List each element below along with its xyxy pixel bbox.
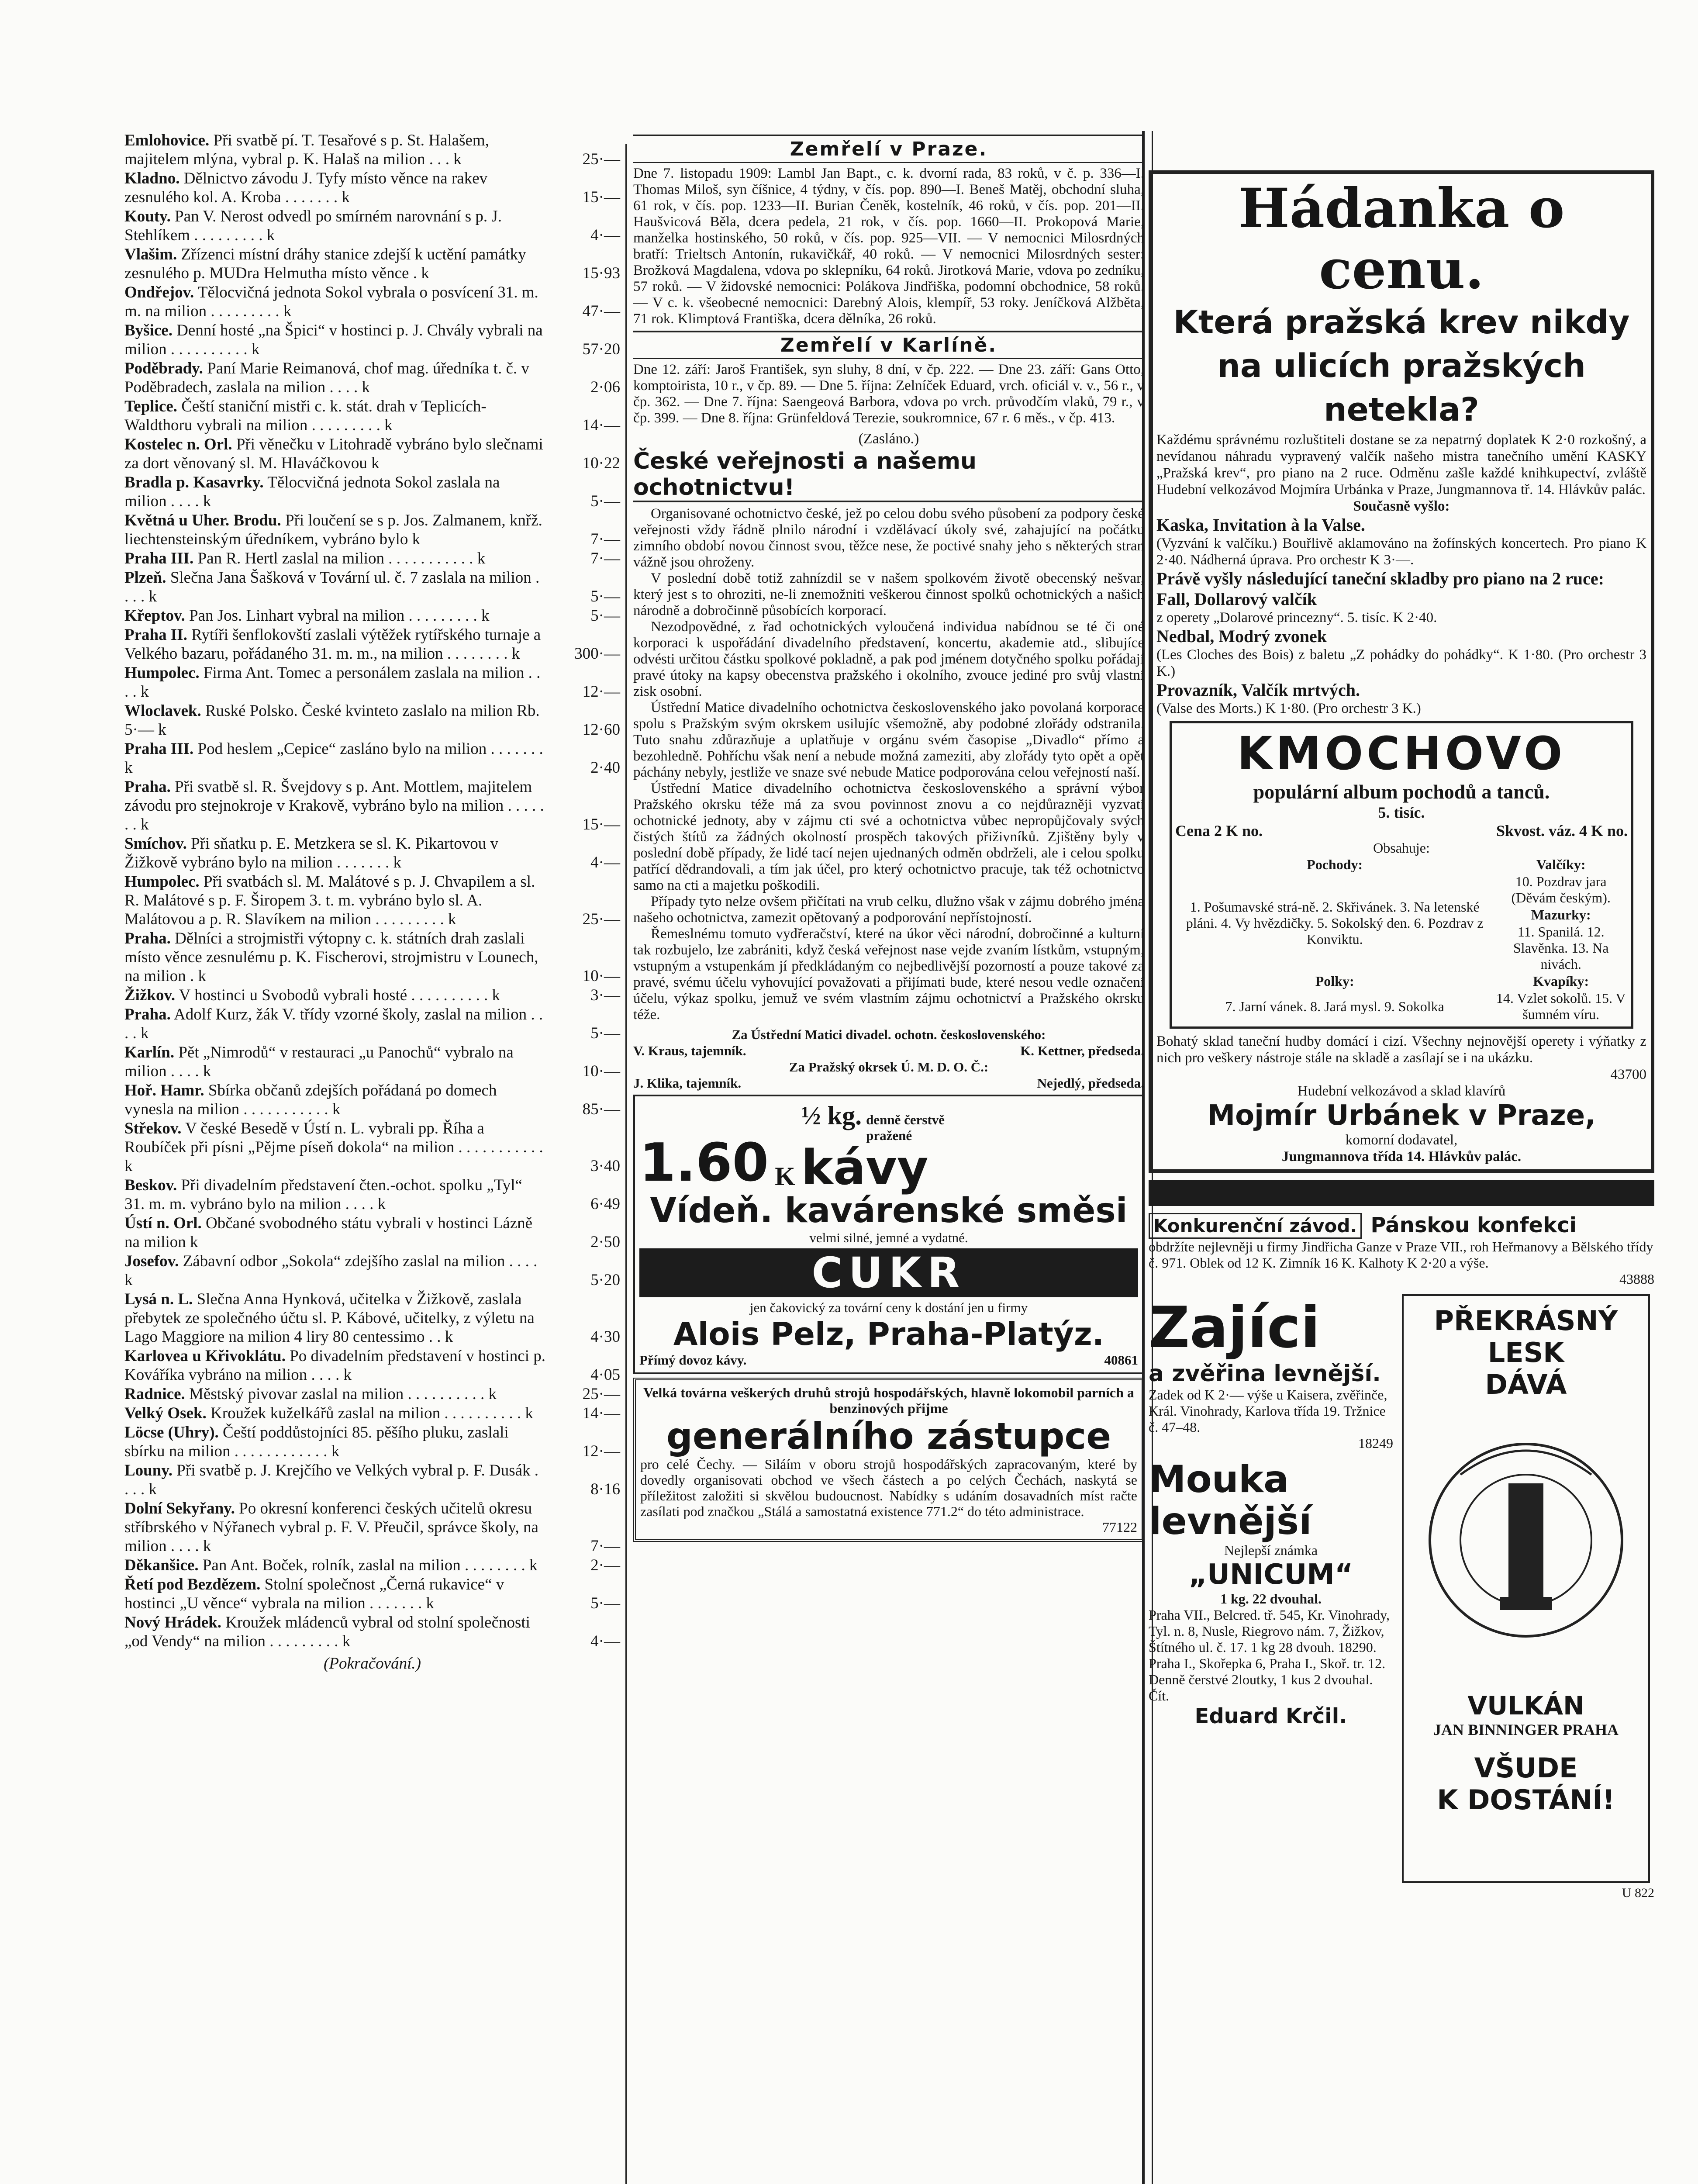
donation-entry	[124, 778, 620, 834]
donation-place: Poděbrady.	[124, 359, 203, 377]
donation-amount: 7·—	[590, 530, 620, 548]
donation-text: Zřízenci místní dráhy stanice zdejší k uctění památky zesnulého p. MUDra Helmutha místo věnce . k	[124, 245, 526, 282]
donation-entry	[124, 1423, 620, 1461]
donation-place: Karlovea u Křivoklátu.	[124, 1347, 286, 1365]
donation-place: Květná u Uher. Brodu.	[124, 511, 281, 529]
vulkan-brand: VULKÁN	[1467, 1691, 1584, 1721]
donation-text: Slečna Jana Šašková v Tovární ul. č. 7 zaslala na milion . . . . k	[124, 569, 540, 605]
donation-entry	[124, 359, 620, 397]
donation-text: Při svatbě p. J. Krejčího ve Velkých vybral p. F. Dusák . . . . k	[124, 1462, 539, 1498]
coffee-firm: Alois Pelz, Praha-Platýz.	[673, 1316, 1104, 1352]
donation-text: Čeští staniční mistři c. k. stát. drah v Teplicích-Waldthoru vybrali na milion . . . . . . . . . k	[124, 397, 487, 434]
konfekce-text: obdržíte nejlevněji u firmy Jindřicha Ganze v Praze VII., roh Heřmanovy a Bělského třídy č. 971. Oblek od 12 K. Zimník 16 K. Kalhoty K 2·20 a výše.	[1149, 1239, 1653, 1271]
donation-text: Po divadelním představení v hostinci p. Kováříka vybráno na milion . . . . k	[124, 1347, 545, 1384]
donation-place: Teplice.	[124, 397, 177, 415]
donation-entry	[124, 1043, 620, 1081]
karlin-deaths-text: Dne 12. září: Jaroš František, syn sluhy, 8 dní, v čp. 222. — Dne 23. září: Gans Otto, komptoirista, 10 r., v čp. 89. — Dne 5. října: Zelníček Eduard, vrch. oficiál v. v., 56 r., v čp. 362. — Dne 7. října: Saengeová Barbora, vdova po vrch. průvodčím vlaků, 79 r., v čp. 399. — Dne 8. října: Grünfeldová Terezie, soukromnice, 67 r. 6 měs., v čp. 413.	[633, 362, 1144, 426]
signature-left-1: V. Kraus, tajemník.	[633, 1043, 746, 1058]
donation-text: Při svatbě sl. R. Švejdovy s p. Ant. Mottlem, majitelem závodu pro stejnokroje v Krakově, vybráno bylo na milion . . . . . . . k	[124, 778, 544, 833]
donation-place: Radnice.	[124, 1385, 185, 1403]
donation-amount: 5·—	[590, 1594, 620, 1612]
ads-column	[1149, 131, 1654, 1901]
donation-place: Karlín.	[124, 1044, 175, 1061]
middle-column	[633, 131, 1144, 1545]
donation-place: Děkanšice.	[124, 1556, 199, 1574]
donation-place: Žižkov.	[124, 986, 176, 1004]
donation-amount: 10·—	[582, 967, 620, 985]
donation-entry	[124, 1347, 620, 1384]
agent-intro: Velká továrna veškerých druhů strojů hospodářských, hlavně lokomobil parních a benzinových přijme	[643, 1385, 1134, 1416]
donation-place: Josefov.	[124, 1252, 179, 1270]
music-item-name: Právě vyšly následující taneční skladby pro piano na 2 ruce:	[1156, 569, 1604, 588]
donation-amount: 300·—	[574, 645, 620, 663]
coffee-code: 40861	[1104, 1352, 1138, 1368]
donation-place: Vlašim.	[124, 245, 177, 263]
donation-text: Adolf Kurz, žák V. třídy vzorné školy, zaslal na milion . . . . k	[124, 1006, 543, 1042]
donation-amount: 6·49	[590, 1195, 620, 1213]
coffee-note: jen čakovický za tovární ceny k dostání jen u firmy	[749, 1300, 1028, 1315]
vulkan-head-1: PŘEKRÁSNÝ	[1434, 1305, 1618, 1337]
donation-place: Plzeň.	[124, 569, 166, 587]
article-paragraph: Organisované ochotnictvo české, jež po celou dobu svého působení za podpory české veřejnosti vždy řádně plnilo národní i vzdělávací úkoly své, zahajující na počátku zimního období novou činnost svou, těžce nese, že poctivé snahy jeho s některých stran vážně jsou ohroženy.	[633, 506, 1144, 570]
donation-amount: 2·06	[590, 378, 620, 396]
kmochovo-polky: Polky:	[1315, 973, 1354, 989]
donation-text: Tělocvičná jednota Sokol vybrala o posvícení 31. m. m. na milion . . . . . . . . . k	[124, 283, 538, 320]
coffee-tagline: velmi silné, jemné a vydatné.	[809, 1230, 968, 1245]
agent-advertisement	[633, 1378, 1144, 1542]
donation-entry	[124, 1290, 620, 1346]
donation-amount: 25·—	[582, 910, 620, 928]
donation-text: Při loučení se s p. Jos. Zalmanem, knřž. liechtensteinským úředníkem, vybráno bylo k	[124, 511, 542, 548]
donation-amount: 4·—	[590, 226, 620, 244]
signature-left-2: J. Klika, tajemník.	[633, 1075, 742, 1091]
kmochovo-title: KMOCHOVO	[1237, 727, 1566, 780]
vulkan-head-2: LESK	[1487, 1337, 1564, 1368]
donation-amount: 12·60	[582, 721, 620, 739]
donation-amount: 5·—	[590, 607, 620, 625]
vulkan-footer-2: K DOSTÁNÍ!	[1437, 1784, 1615, 1816]
kmochovo-contents: Obsahuje:	[1373, 840, 1430, 856]
vulkan-logo-icon	[1421, 1409, 1631, 1680]
agent-headline: generálního zástupce	[666, 1415, 1111, 1458]
donation-amount: 2·50	[590, 1233, 620, 1251]
donation-amount: 4·—	[590, 1632, 620, 1650]
donation-amount: 14·—	[582, 416, 620, 434]
zajici-title: Zajíci	[1149, 1294, 1320, 1361]
donation-place: Lysá n. L.	[124, 1290, 193, 1308]
donation-entry	[124, 435, 620, 473]
donation-place: Řetí pod Bezdězem.	[124, 1576, 261, 1593]
vulkan-footer-1: VŠUDE	[1474, 1752, 1578, 1784]
coffee-price: 1.60	[639, 1133, 769, 1193]
donation-amount: 12·—	[582, 683, 620, 701]
mouka-title: Mouka levnější	[1149, 1458, 1312, 1543]
donation-text: Denní hosté „na Špici“ v hostinci p. J. Chvály vybrali na milion . . . . . . . . . . k	[124, 321, 543, 358]
vulkan-head-3: DÁVÁ	[1485, 1368, 1567, 1400]
kmochovo-row1-right: 10. Pozdrav jara (Děvám českým).	[1511, 874, 1611, 905]
kmochovo-price-right: Skvost. váz. 4 K no.	[1496, 822, 1628, 840]
donation-text: Při věnečku v Litohradě vybráno bylo slečnami za dort věnovaný sl. M. Hlaváčkovou k	[124, 435, 543, 472]
donation-text: Při svatbě pí. T. Tesařové s p. St. Halašem, majitelem mlýna, vybral p. K. Halaš na milion . . . k	[124, 131, 489, 168]
donation-entry	[124, 606, 620, 625]
music-item-desc: (Valse des Morts.) K 1·80. (Pro orchestr 3 K.)	[1156, 701, 1421, 716]
donation-text: Po okresní konferenci českých učitelů okresu stříbrského v Nýřanech vybral p. F. V. Přeučil, správce školy, na milion . . . . k	[124, 1500, 538, 1555]
donation-text: Zábavní odbor „Sokola“ zdejšího zaslal na milion . . . . k	[124, 1252, 538, 1289]
kmochovo-table	[1175, 856, 1628, 1023]
signature-org-2: Za Pražský okrsek Ú. M. D. O. Č.:	[789, 1059, 989, 1075]
donation-entry	[124, 1499, 620, 1555]
donation-entry	[124, 1461, 620, 1499]
donation-text: Dělníci a strojmistři výtopny c. k. státních drah zaslali místo věnce zesnulému p. K. Fischerovi, strojmistru v Lounech, na milion . k	[124, 930, 538, 985]
donation-entry	[124, 929, 620, 985]
kmochovo-valciky: Valčíky:	[1536, 857, 1586, 872]
donation-place: Křeptov.	[124, 607, 185, 625]
music-item-name: Provazník, Valčík mrtvých.	[1156, 680, 1360, 700]
donation-text: Ruské Polsko. České kvinteto zaslalo na milion Rb. 5·— k	[124, 702, 540, 739]
donation-place: Wloclavek.	[124, 702, 201, 720]
donation-entry	[124, 1385, 620, 1403]
donation-amount: 3·—	[590, 986, 620, 1004]
donation-place: Praha III.	[124, 549, 194, 567]
donation-text: Sbírka občanů zdejších pořádaná po domech vynesla na milion . . . . . . . . . . . k	[124, 1082, 497, 1118]
donation-amount: 5·20	[590, 1271, 620, 1289]
donation-amount: 15·—	[582, 188, 620, 206]
music-store-label: Hudební velkozávod a sklad klavírů	[1297, 1083, 1506, 1099]
konfekce-code: 43888	[1619, 1271, 1654, 1287]
donation-place: Praha III.	[124, 740, 194, 758]
donation-text: Rytíři šenflokovští zaslali výtěžek rytířského turnaje a Velkého bazaru, pořádaného 31. m. m., na milion . . . . . . . . k	[124, 626, 541, 663]
music-item	[1156, 680, 1646, 717]
article-signatures	[633, 1026, 1144, 1091]
kmochovo-album	[1170, 721, 1633, 1029]
music-store-name: Mojmír Urbánek v Praze,	[1207, 1099, 1596, 1132]
kmochovo-subtitle: populární album pochodů a tanců.	[1253, 781, 1550, 803]
vulkan-maker: JAN BINNINGER PRAHA	[1433, 1721, 1619, 1738]
donation-amount: 5·—	[590, 587, 620, 605]
donation-amount: 15·93	[582, 264, 620, 282]
donation-entry	[124, 1575, 620, 1613]
kmochovo-price-left: Cena 2 K no.	[1175, 822, 1263, 840]
music-items	[1156, 515, 1646, 717]
donation-place: Praha.	[124, 778, 171, 796]
donation-amount: 8·16	[590, 1480, 620, 1498]
music-address: Jungmannova třída 14. Hlávkův palác.	[1281, 1149, 1522, 1165]
donation-place: Praha II.	[124, 626, 187, 644]
donation-entry	[124, 283, 620, 321]
coffee-mix: Vídeň. kavárenské směsi	[650, 1191, 1128, 1230]
donation-place: Emlohovice.	[124, 131, 210, 149]
donation-place: Löcse (Uhry).	[124, 1424, 219, 1441]
kmochovo-pochody: Pochody:	[1307, 857, 1363, 872]
donation-entry	[124, 1404, 620, 1423]
donation-place: Kostelec n. Orl.	[124, 435, 232, 453]
donation-text: Stolní společnost „Černá rukavice“ v hostinci „U věnce“ vybrala na milion . . . . . . . k	[124, 1576, 504, 1612]
continued-note: (Pokračování.)	[324, 1655, 421, 1673]
donation-amount: 4·—	[590, 854, 620, 871]
music-item-desc: (Vyzvání k valčíku.) Bouřlivě aklamováno na žofínských koncertech. Pro piano K 2·40. Nádherná úprava. Pro orchestr K 3·—.	[1156, 536, 1646, 568]
donation-entry	[124, 207, 620, 245]
zaslano-label: (Zasláno.)	[858, 431, 919, 447]
donation-place: Humpolec.	[124, 664, 200, 682]
donation-entry	[124, 1556, 620, 1575]
mouka-owner: Eduard Krčil.	[1194, 1704, 1347, 1728]
donation-amount: 3·40	[590, 1157, 620, 1175]
riddle-body: Každému správnému rozluštiteli dostane se za nepatrný doplatek K 2·0 rozkošný, a nevídanou náhradu vypravený valčík našeho mistra tanečního umění KASKY „Pražská krev“, pro piano na 2 ruce. Odměnu zašle každé knihkupectví, zvláště Hudební velkozávod Mojmíra Urbánka v Praze, Jungmannova tř. 14. Hlávkův palác.	[1156, 432, 1646, 498]
donation-text: Slečna Anna Hynková, učitelka v Žižkově, zaslala přebytek ze společného účtu sl. P. Kábové, učitelky, z výletu na Lago Maggiore na milion 4 liry 80 centessimo . . k	[124, 1290, 535, 1346]
donation-entry	[124, 702, 620, 739]
donation-place: Bradla p. Kasavrky.	[124, 473, 264, 491]
donation-place: Beskov.	[124, 1176, 177, 1194]
music-stock-code: 43700	[1610, 1067, 1646, 1082]
donation-entry	[124, 473, 620, 511]
konfekce-label: Konkurenční závod.	[1149, 1213, 1362, 1239]
divider-bar	[1149, 1180, 1654, 1206]
donation-amount: 47·—	[582, 302, 620, 320]
prague-deaths-text: Dne 7. listopadu 1909: Lambl Jan Bapt., c. k. dvorní rada, 83 roků, v č. p. 336—I. Thomas Miloš, syn číšnice, 4 týdny, v čís. pop. 890—I. Beneš Matěj, obchodní sluha, 61 rok, v čís. pop. 1233—II. Burian Čeněk, kostelník, 46 roků, v čís. pop. 201—II. Haušvicová Běla, dcera pedela, 21 rok, v čís. pop. 1660—II. Prokopová Marie, manželka hostinského, 50 roků, v čís. pop. 925—VII. — V nemocnici Milosrdných bratří: Trieltsch Antonín, rukavičkář, 40 roků. — V nemocnici Milosrdných sester: Brožková Magdalena, vdova po sklepníku, 64 roků. Jirotková Marie, vdova po zedníku, 57 roků. — V židovské nemocnici: Polákova Jindřiška, podomní obchodnice, 58 roků. — V c. k. všeobecné nemocnici: Darebný Alois, klempíř, 53 roky. Jeníčková Alžběta, 71 rok. Klimptová Františka, dcera dělníka, 26 roků.	[633, 166, 1144, 327]
donation-text: Tělocvičná jednota Sokol zaslala na milion . . . . k	[124, 473, 500, 510]
donation-place: Kladno.	[124, 169, 180, 187]
donation-text: Pan Ant. Boček, rolník, zaslal na milion . . . . . . . . k	[202, 1556, 538, 1574]
konfekce-advertisement	[1149, 1213, 1654, 1287]
kmochovo-edition: 5. tisíc.	[1378, 804, 1425, 821]
music-item	[1156, 589, 1646, 626]
zajici-advertisement	[1149, 1294, 1393, 1451]
riddle-advertisement	[1149, 170, 1654, 1173]
zajici-code: 18249	[1358, 1435, 1393, 1451]
donation-place: Hoř. Hamr.	[124, 1082, 204, 1099]
donations-column	[124, 131, 620, 1673]
music-item-desc: z operety „Dolarové princezny“. 5. tisíc. K 2·40.	[1156, 610, 1437, 625]
coffee-fresh: denně čerstvě pražené	[866, 1112, 945, 1143]
donation-place: Dolní Sekyřany.	[124, 1500, 235, 1517]
donation-amount: 7·—	[590, 549, 620, 567]
kmochovo-kvapiky: Kvapíky:	[1533, 973, 1589, 989]
donation-place: Louny.	[124, 1462, 173, 1479]
donation-entry	[124, 321, 620, 359]
music-item	[1156, 568, 1646, 589]
donation-amount: 25·—	[582, 1385, 620, 1403]
donation-text: Paní Marie Reimanová, chof mag. úředníka t. č. v Poděbradech, zaslala na milion . . . . k	[124, 359, 529, 396]
donation-entry	[124, 663, 620, 701]
donation-entry	[124, 1119, 620, 1175]
donation-entry	[124, 1214, 620, 1251]
donation-place: Velký Osek.	[124, 1404, 207, 1422]
coffee-kava: kávy	[801, 1140, 928, 1196]
donation-entry	[124, 568, 620, 606]
mouka-advertisement	[1149, 1458, 1393, 1728]
donation-amount: 12·—	[582, 1442, 620, 1460]
donation-text: Pod heslem „Cepice“ zasláno bylo na milion . . . . . . . k	[124, 740, 543, 777]
donation-place: Praha.	[124, 930, 171, 947]
donation-text: Při sňatku p. E. Metzkera se sl. K. Pikartovou v Žižkově vybráno bylo na milion . . . . . . . k	[124, 835, 499, 871]
agent-code: 77122	[1102, 1519, 1137, 1535]
donation-entry	[124, 245, 620, 283]
article-title: České veřejnosti a našemu ochotnictvu!	[633, 448, 1144, 502]
agent-body: pro celé Čechy. — Siláím v oboru strojů hospodářských zapracovaným, které by dovedly organisovati obchod ve všech částech a po celých Čechách, naskytá se příležitost založiti si skvělou budoucnost. Nabídky s udáním dosavadních míst račte zasílati pod značkou „Stálá a samostatná existence 771.2“ do této administrace.	[640, 1456, 1137, 1519]
signature-right-1: K. Kettner, předseda.	[1020, 1043, 1144, 1058]
donation-text: Při divadelním představení čten.-ochot. spolku „Tyl“ 31. m. m. vybráno bylo na milion . . . . k	[124, 1176, 522, 1213]
kmochovo-row2-right: 11. Spanilá. 12. Slavěnka. 13. Na nivách.	[1513, 924, 1609, 972]
article-paragraph: Ústřední Matice divadelního ochotnictva československého a správní výbor Pražského okrsku téže má za svou povinnost znovu a co nejdůrazněji vyzvati ochotnické jednoty, aby v zájmu cti své a ochotnictva vůbec nepropůjčovaly svých čistých štítů za žádných okolností prospěch takových přiživníků. Zjištěny byly v poslední době případy, že lidé tací nejen ujednaných odměn obdrželi, ale i celou spolku patřící dědrandovali, a tím jak účel, pro který ochotnictvo pracuje, tak též ochotnictvo samo na cti a majetku poškodili.	[633, 781, 1144, 893]
donation-place: Humpolec.	[124, 873, 200, 891]
donation-entry	[124, 1176, 620, 1213]
zajici-subtitle: a zvěřina levnější.	[1149, 1361, 1381, 1387]
prague-deaths-title: Zemřelí v Praze.	[633, 135, 1144, 163]
signature-right-2: Nejedlý, předseda.	[1037, 1075, 1144, 1091]
donation-place: Nový Hrádek.	[124, 1614, 221, 1631]
music-item	[1156, 626, 1646, 680]
column-divider	[625, 144, 627, 2184]
donation-text: Občané svobodného státu vybrali v hostinci Lázně na milion k	[124, 1214, 533, 1251]
donation-amount: 2·40	[590, 759, 620, 777]
donation-amount: 7·—	[590, 1537, 620, 1555]
music-item-name: Fall, Dollarový valčík	[1156, 589, 1317, 609]
donation-text: Firma Ant. Tomec a personálem zaslala na milion . . . . k	[124, 664, 541, 701]
donation-entry	[124, 1613, 620, 1651]
donation-entry	[124, 625, 620, 663]
donation-amount: 4·30	[590, 1328, 620, 1346]
donation-entry	[124, 740, 620, 777]
donation-amount: 15·—	[582, 816, 620, 833]
music-supplier: komorní dodavatel,	[1345, 1132, 1458, 1148]
donation-entry	[124, 397, 620, 435]
coffee-advertisement	[633, 1095, 1144, 1374]
kmochovo-row3-left: 7. Jarní vánek. 8. Jará mysl. 9. Sokolka	[1225, 998, 1444, 1014]
konfekce-title: Pánskou konfekci	[1370, 1213, 1577, 1237]
donation-entry	[124, 1252, 620, 1289]
donation-amount: 10·22	[582, 454, 620, 472]
article-paragraph: Nezodpovědné, z řad ochotnických vyloučená individua nabídnou se té či oné korporaci k uspořádání divadelního představení, koncertu, akademie atd., slibujíce odvésti určitou částku spolkové pokladně, a pak pod jménem dotyčného spolku pořádají pravé útoky na kapsy obecenstva pražského i okolního, zvouce jediné pro svůj vlastní zisk osobní.	[633, 619, 1144, 699]
donation-text: Pan V. Nerost odvedl po smírném narovnání s p. J. Stehlíkem . . . . . . . . . k	[124, 207, 502, 244]
donation-amount: 4·05	[590, 1366, 620, 1384]
donation-text: Při svatbách sl. M. Malátové s p. J. Chvapilem a sl. R. Malátové s p. F. Širopem 3. t. m. vybráno bylo sl. A. Malátovou a p. R. Slavíkem na milion . . . . . . . . . k	[124, 873, 535, 928]
kmochovo-mazurky: Mazurky:	[1531, 907, 1591, 923]
mouka-brand-label: Nejlepší známka	[1224, 1542, 1318, 1558]
donation-text: V české Besedě v Ústí n. L. vybrali pp. Říha a Roubíček při písni „Pějme píseň dokola“ na milion . . . . . . . . . . . k	[124, 1120, 543, 1175]
music-item-name: Kaska, Invitation à la Valse.	[1156, 515, 1365, 535]
donation-entry	[124, 872, 620, 929]
donation-place: Ústí n. Orl.	[124, 1214, 202, 1232]
coffee-footer: Přímý dovoz kávy.	[639, 1352, 747, 1368]
donation-place: Ondřejov.	[124, 283, 194, 301]
donation-place: Smíchov.	[124, 835, 187, 853]
donation-entry	[124, 549, 620, 568]
donation-place: Praha.	[124, 1006, 171, 1023]
article-paragraph: Řemeslnému tomuto vydřeračství, které na úkor věci národní, dobročinné a kulturní tak rozbujelo, lze zabrániti, když česká veřejnost nase vejde zvaním lístkům, vstupným, vstupným a vstupenkám jí předkládaným co nejbedlivější pozorností a pouze takové za pravé, svému účelu vyhovující považovati a přijímati bude, které nesou vedle označení účelu, výkaz spolku, jemuž ve svém vlastním zájmu ochotnictví a Pražského okrsku téže.	[633, 926, 1144, 1023]
donation-amount: 10·—	[582, 1062, 620, 1080]
donation-text: Pan R. Hertl zaslal na milion . . . . . . . . . . . k	[197, 549, 486, 567]
mouka-code: U 822	[1622, 1886, 1654, 1900]
donation-amount: 25·—	[582, 150, 620, 168]
donation-amount: 5·—	[590, 1024, 620, 1042]
donation-entry	[124, 986, 620, 1005]
donation-entry	[124, 169, 620, 207]
donation-place: Kouty.	[124, 207, 171, 225]
donation-amount: 14·—	[582, 1404, 620, 1422]
donation-text: Dělnictvo závodu J. Tyfy místo věnce na rakev zesnulého kol. A. Kroba . . . . . . . k	[124, 169, 488, 206]
vulkan-advertisement	[1402, 1294, 1650, 1883]
donation-entry	[124, 131, 620, 169]
donation-place: Byšice.	[124, 321, 173, 339]
kmochovo-row1-left: 1. Pošumavské strá-ně. 2. Skřivánek. 3. Na letenské pláni. 4. Vy hvězdičky. 5. Sokolský den. 6. Pozdrav z Konviktu.	[1186, 898, 1484, 947]
mouka-body: Praha VII., Belcred. tř. 545, Kr. Vinohrady, Tyl. n. 8, Nusle, Riegrovo nám. 7, Žižkov, Štítného ul. č. 17. 1 kg 28 dvouh. 18290. Praha I., Skořepka 6, Praha I., Skoř. tr. 12. Denně čerstvé 2loutky, 1 kus 2 dvouhal. Čít.	[1149, 1607, 1390, 1704]
article-paragraph: Případy tyto nelze ovšem přičítati na vrub celku, dlužno však v zájmu dobrého jména našeho ochotnictva, zamezit opětovaný a podporování nepřístojností.	[633, 894, 1144, 926]
donation-text: Čeští poddůstojníci 85. pěšího pluku, zaslali sbírku na milion . . . . . . . . . . . . k	[124, 1424, 509, 1460]
mouka-price: 1 kg. 22 dvouhal.	[1220, 1591, 1322, 1607]
donation-place: Střekov.	[124, 1120, 182, 1137]
coffee-weight: ½ kg.	[801, 1101, 862, 1130]
riddle-also: Současně vyšlo:	[1353, 498, 1450, 514]
music-item	[1156, 515, 1646, 568]
donation-text: Městský pivovar zaslal na milion . . . . . . . . . . k	[189, 1385, 497, 1403]
donation-amount: 85·—	[582, 1100, 620, 1118]
donation-amount: 5·—	[590, 492, 620, 510]
karlin-deaths-title: Zemřelí v Karlíně.	[633, 331, 1144, 359]
signature-org-1: Za Ústřední Matici divadel. ochotn. československého:	[732, 1027, 1046, 1042]
donation-entry	[124, 834, 620, 872]
donation-amount: 57·20	[582, 340, 620, 358]
music-item-desc: (Les Cloches des Bois) z baletu „Z pohádky do pohádky“. K 1·80. (Pro orchestr 3 K.)	[1156, 647, 1646, 679]
mouka-brand: „UNICUM“	[1188, 1559, 1353, 1591]
kmochovo-row3-right: 14. Vzlet sokolů. 15. V šumném víru.	[1496, 990, 1626, 1022]
donation-text: V hostinci u Svobodů vybrali hosté . . . . . . . . . . k	[179, 986, 500, 1004]
music-item-name: Nedbal, Modrý zvonek	[1156, 626, 1327, 646]
donation-amount: 2·—	[590, 1556, 620, 1574]
riddle-title: Hádanka o cenu.	[1238, 177, 1565, 301]
music-stock: Bohatý sklad taneční hudby domácí i cizí. Všechny nejnovější operety i výňatky z nich pro veškery nástroje stále na skladě a zasílají se i na ukázku.	[1156, 1033, 1646, 1066]
donation-entry	[124, 511, 620, 549]
article-body	[633, 506, 1144, 1023]
riddle-question: Která pražská krev nikdy na ulicích pražských netekla?	[1173, 304, 1630, 429]
donation-text: Kroužek kuželkářů zaslal na milion . . . . . . . . . . k	[211, 1404, 533, 1422]
donation-entry	[124, 1081, 620, 1119]
donation-text: Pan Jos. Linhart vybral na milion . . . . . . . . . k	[189, 607, 490, 625]
donation-text: Pět „Nimrodů“ v restauraci „u Panochů“ vybralo na milion . . . . k	[124, 1044, 514, 1080]
sugar-banner: CUKR	[639, 1248, 1138, 1297]
zajici-body: Zadek od K 2·— výše u Kaisera, zvěřinče, Král. Vinohrady, Karlova třída 19. Tržnice č. 47–48.	[1149, 1387, 1387, 1435]
coffee-unit: K	[775, 1162, 795, 1191]
donation-entry	[124, 1005, 620, 1043]
article-paragraph: Ústřední Matice divadelního ochotnictva československého jako povolaná korporace spolu s Pražským svým okrskem usilujíc všemožně, aby podobné zlořády odstranila. Tuto snahu zdůrazňuje a uplatňuje v orgánu svém časopise „Divadlo“ přímo a bezohledně. Pohříchu však není a nebude možná zameziti, aby zlořády tyto opět a opět páchány nebyly, jestliže ve snaze své nebude Matice podporována celou veřejností naší.	[633, 700, 1144, 780]
donation-text: Kroužek mládenců vybral od stolní společnosti „od Vendy“ na milion . . . . . . . . . k	[124, 1614, 530, 1650]
article-paragraph: V poslední době totiž zahnízdil se v našem spolkovém životě obecenský nešvar, který jest s to ohroziti, ne-li znemožniti veškerou činnost spolků ochotnických a našich národně a dobročinně působících korporací.	[633, 570, 1144, 619]
